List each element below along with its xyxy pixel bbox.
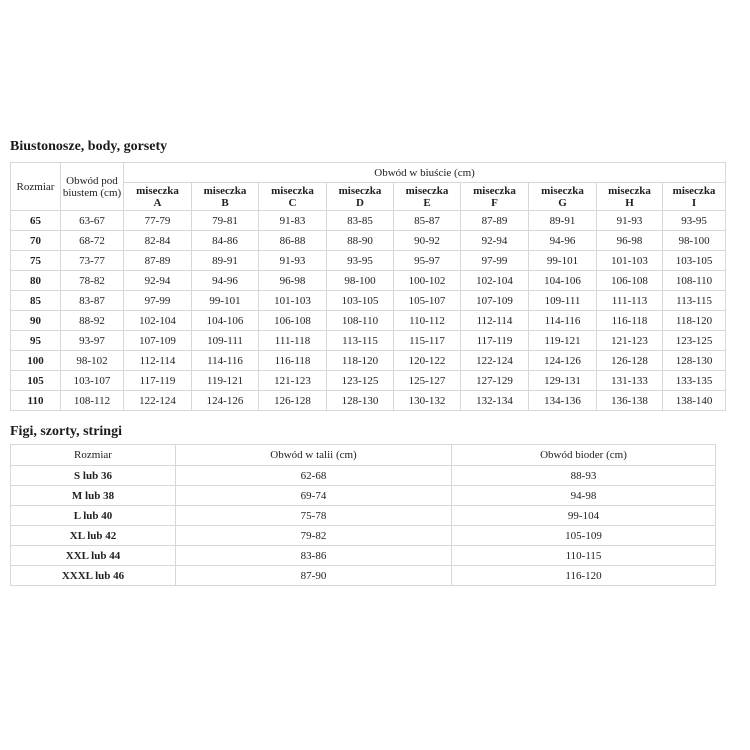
underbust-cell: 93-97 <box>61 331 124 351</box>
bust-cell: 83-85 <box>327 211 394 231</box>
bust-cell: 132-134 <box>461 391 529 411</box>
bust-cell: 92-94 <box>461 231 529 251</box>
bust-cell: 100-102 <box>394 271 461 291</box>
underbust-cell: 73-77 <box>61 251 124 271</box>
size-cell: XXXL lub 46 <box>11 566 176 586</box>
bust-cell: 130-132 <box>394 391 461 411</box>
bust-cell: 117-119 <box>461 331 529 351</box>
size-cell: 65 <box>11 211 61 231</box>
bust-cell: 112-114 <box>461 311 529 331</box>
size-cell: XXL lub 44 <box>11 546 176 566</box>
cup-header <box>259 183 327 211</box>
bust-cell: 118-120 <box>327 351 394 371</box>
bust-cell: 87-89 <box>124 251 192 271</box>
table-row <box>11 331 726 351</box>
cup-header-label: miseczka <box>203 184 247 197</box>
cup-header-label: miseczka <box>338 184 382 197</box>
size-cell: 70 <box>11 231 61 251</box>
size-cell: 85 <box>11 291 61 311</box>
hips-cell: 110-115 <box>452 546 716 566</box>
table-row <box>11 211 726 231</box>
bust-cell: 138-140 <box>663 391 726 411</box>
cup-header <box>124 183 192 211</box>
bust-cell: 111-118 <box>259 331 327 351</box>
cup-header-label: miseczka <box>136 184 179 197</box>
hips-cell: 99-104 <box>452 506 716 526</box>
bust-cell: 96-98 <box>597 231 663 251</box>
cup-header-letter: F <box>491 196 498 209</box>
cup-header <box>192 183 259 211</box>
bust-cell: 98-100 <box>663 231 726 251</box>
bust-cell: 77-79 <box>124 211 192 231</box>
cup-header <box>461 183 529 211</box>
table-row <box>11 486 716 506</box>
bust-cell: 102-104 <box>461 271 529 291</box>
table-row <box>11 506 716 526</box>
waist-cell: 69-74 <box>176 486 452 506</box>
table-row <box>11 271 726 291</box>
size-cell: 80 <box>11 271 61 291</box>
bust-cell: 104-106 <box>529 271 597 291</box>
cup-header-letter: E <box>423 196 431 209</box>
hips-cell: 116-120 <box>452 566 716 586</box>
hips-cell: 94-98 <box>452 486 716 506</box>
bust-cell: 94-96 <box>192 271 259 291</box>
briefs-table-title: Figi, szorty, stringi <box>10 424 122 439</box>
cup-header-letter: A <box>153 196 162 209</box>
size-cell: 100 <box>11 351 61 371</box>
table-row <box>11 526 716 546</box>
table-row <box>11 391 726 411</box>
underbust-cell: 103-107 <box>61 371 124 391</box>
size-cell: 95 <box>11 331 61 351</box>
underbust-cell: 88-92 <box>61 311 124 331</box>
cup-header-label: miseczka <box>672 184 716 197</box>
cup-header-label: miseczka <box>271 184 314 197</box>
cup-header-label: miseczka <box>541 184 584 197</box>
bust-cell: 127-129 <box>461 371 529 391</box>
cup-header-letter: G <box>558 196 567 209</box>
waist-cell: 75-78 <box>176 506 452 526</box>
table-row <box>11 371 726 391</box>
bust-cell: 91-93 <box>259 251 327 271</box>
bust-cell: 109-111 <box>529 291 597 311</box>
bust-cell: 105-107 <box>394 291 461 311</box>
bust-cell: 85-87 <box>394 211 461 231</box>
size-cell: S lub 36 <box>11 466 176 486</box>
bust-cell: 123-125 <box>327 371 394 391</box>
bust-cell: 89-91 <box>192 251 259 271</box>
bust-cell: 107-109 <box>124 331 192 351</box>
bust-cell: 116-118 <box>597 311 663 331</box>
underbust-cell: 78-82 <box>61 271 124 291</box>
bra-table-title: Biustonosze, body, gorsety <box>10 139 168 154</box>
hips-cell: 105-109 <box>452 526 716 546</box>
underbust-cell: 98-102 <box>61 351 124 371</box>
size-cell: 90 <box>11 311 61 331</box>
bust-cell: 110-112 <box>394 311 461 331</box>
bust-cell: 99-101 <box>192 291 259 311</box>
cup-header-label: miseczka <box>473 184 516 197</box>
underbust-cell: 108-112 <box>61 391 124 411</box>
bust-cell: 119-121 <box>529 331 597 351</box>
bust-cell: 122-124 <box>461 351 529 371</box>
briefs-size-header: Rozmiar <box>11 445 176 466</box>
cup-header <box>529 183 597 211</box>
bust-cell: 109-111 <box>192 331 259 351</box>
bust-cell: 136-138 <box>597 391 663 411</box>
size-cell: XL lub 42 <box>11 526 176 546</box>
bust-cell: 92-94 <box>124 271 192 291</box>
table-row <box>11 566 716 586</box>
bust-cell: 107-109 <box>461 291 529 311</box>
bust-cell: 95-97 <box>394 251 461 271</box>
bust-cell: 98-100 <box>327 271 394 291</box>
waist-cell: 83-86 <box>176 546 452 566</box>
size-column-header: Rozmiar <box>11 163 61 211</box>
bust-cell: 99-101 <box>529 251 597 271</box>
bust-cell: 79-81 <box>192 211 259 231</box>
size-cell: 105 <box>11 371 61 391</box>
bust-column-header: Obwód w biuście (cm) <box>124 163 726 183</box>
bust-cell: 82-84 <box>124 231 192 251</box>
bust-cell: 90-92 <box>394 231 461 251</box>
bust-cell: 96-98 <box>259 271 327 291</box>
table-row <box>11 291 726 311</box>
bust-cell: 84-86 <box>192 231 259 251</box>
bust-cell: 104-106 <box>192 311 259 331</box>
table-row <box>11 311 726 331</box>
bust-cell: 93-95 <box>327 251 394 271</box>
cup-header-label: miseczka <box>608 184 651 197</box>
briefs-size-table <box>10 444 716 586</box>
bust-cell: 115-117 <box>394 331 461 351</box>
waist-cell: 87-90 <box>176 566 452 586</box>
size-cell: M lub 38 <box>11 486 176 506</box>
bust-cell: 121-123 <box>597 331 663 351</box>
bust-cell: 114-116 <box>529 311 597 331</box>
bust-cell: 112-114 <box>124 351 192 371</box>
bra-size-table <box>10 162 726 411</box>
bust-cell: 118-120 <box>663 311 726 331</box>
table-row <box>11 351 726 371</box>
cup-header-letter: D <box>356 196 364 209</box>
cup-header <box>663 183 726 211</box>
bust-cell: 111-113 <box>597 291 663 311</box>
cup-header <box>394 183 461 211</box>
waist-cell: 79-82 <box>176 526 452 546</box>
bust-cell: 119-121 <box>192 371 259 391</box>
bust-cell: 128-130 <box>663 351 726 371</box>
bust-cell: 125-127 <box>394 371 461 391</box>
underbust-cell: 63-67 <box>61 211 124 231</box>
size-cell: L lub 40 <box>11 506 176 526</box>
cup-header <box>327 183 394 211</box>
bust-cell: 126-128 <box>597 351 663 371</box>
bust-cell: 108-110 <box>663 271 726 291</box>
bust-cell: 97-99 <box>124 291 192 311</box>
bust-cell: 86-88 <box>259 231 327 251</box>
cup-header-letter: B <box>221 196 229 209</box>
bust-cell: 101-103 <box>259 291 327 311</box>
table-row <box>11 546 716 566</box>
bust-cell: 108-110 <box>327 311 394 331</box>
underbust-cell: 83-87 <box>61 291 124 311</box>
underbust-cell: 68-72 <box>61 231 124 251</box>
bust-cell: 121-123 <box>259 371 327 391</box>
bust-cell: 124-126 <box>529 351 597 371</box>
bust-cell: 103-105 <box>327 291 394 311</box>
hips-cell: 88-93 <box>452 466 716 486</box>
bust-cell: 113-115 <box>663 291 726 311</box>
bust-cell: 123-125 <box>663 331 726 351</box>
bust-cell: 116-118 <box>259 351 327 371</box>
cup-header-letter: I <box>691 196 697 209</box>
cup-header <box>597 183 663 211</box>
bust-cell: 101-103 <box>597 251 663 271</box>
bust-cell: 124-126 <box>192 391 259 411</box>
bust-cell: 117-119 <box>124 371 192 391</box>
bust-cell: 133-135 <box>663 371 726 391</box>
bust-cell: 103-105 <box>663 251 726 271</box>
bust-cell: 120-122 <box>394 351 461 371</box>
table-row <box>11 466 716 486</box>
bust-cell: 122-124 <box>124 391 192 411</box>
bust-cell: 94-96 <box>529 231 597 251</box>
cup-header-letter: C <box>288 196 297 209</box>
bust-cell: 102-104 <box>124 311 192 331</box>
bust-cell: 87-89 <box>461 211 529 231</box>
bust-cell: 129-131 <box>529 371 597 391</box>
bust-cell: 88-90 <box>327 231 394 251</box>
bust-cell: 93-95 <box>663 211 726 231</box>
hips-header: Obwód bioder (cm) <box>452 445 716 466</box>
bust-cell: 89-91 <box>529 211 597 231</box>
table-row <box>11 251 726 271</box>
waist-header: Obwód w talii (cm) <box>176 445 452 466</box>
size-cell: 110 <box>11 391 61 411</box>
waist-cell: 62-68 <box>176 466 452 486</box>
bust-cell: 91-93 <box>597 211 663 231</box>
bust-cell: 106-108 <box>597 271 663 291</box>
bust-cell: 106-108 <box>259 311 327 331</box>
bust-cell: 113-115 <box>327 331 394 351</box>
bust-cell: 91-83 <box>259 211 327 231</box>
bust-cell: 128-130 <box>327 391 394 411</box>
underbust-column-header: Obwód pod biustem (cm) <box>61 163 124 211</box>
size-cell: 75 <box>11 251 61 271</box>
cup-header-letter: H <box>625 196 634 209</box>
bust-cell: 114-116 <box>192 351 259 371</box>
table-row <box>11 231 726 251</box>
bust-cell: 97-99 <box>461 251 529 271</box>
bust-cell: 126-128 <box>259 391 327 411</box>
bust-cell: 131-133 <box>597 371 663 391</box>
cup-header-label: miseczka <box>405 184 449 197</box>
bust-cell: 134-136 <box>529 391 597 411</box>
